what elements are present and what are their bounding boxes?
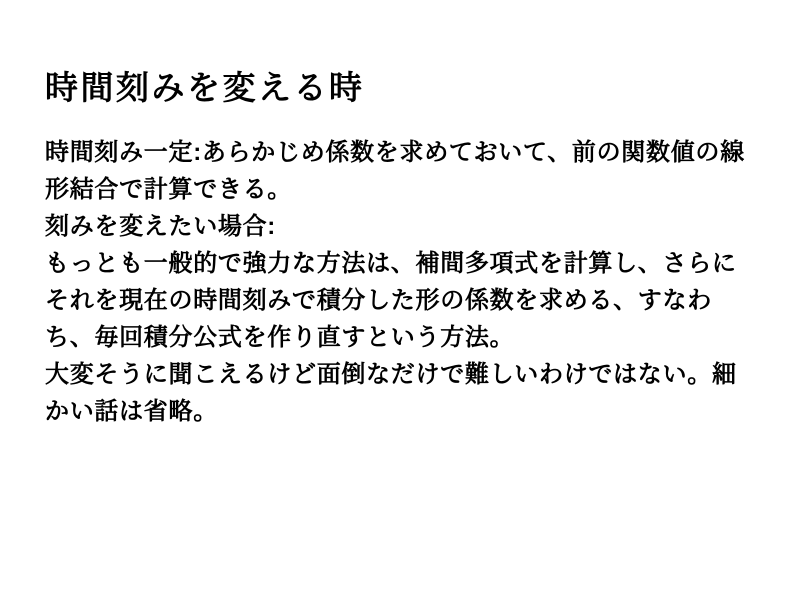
- slide-body: [45, 134, 745, 430]
- paragraph-not-difficult: 大変そうに聞こえるけど面倒なだけで難しいわけではない。細かい話は省略。: [45, 361, 737, 425]
- paragraph-general-method: もっとも一般的で強力な方法は、補間多項式を計算し、さらにそれを現在の時間刻みで積分した形の係数を求める、すなわち、毎回積分公式を作り直すという方法。: [45, 250, 737, 351]
- paragraph-change-step-heading: 刻みを変えたい場合:: [45, 213, 276, 240]
- paragraph-fixed-timestep: 時間刻み一定:あらかじめ係数を求めておいて、前の関数値の線形結合で計算できる。: [45, 139, 745, 203]
- slide-title: 時間刻みを変える時: [45, 69, 365, 106]
